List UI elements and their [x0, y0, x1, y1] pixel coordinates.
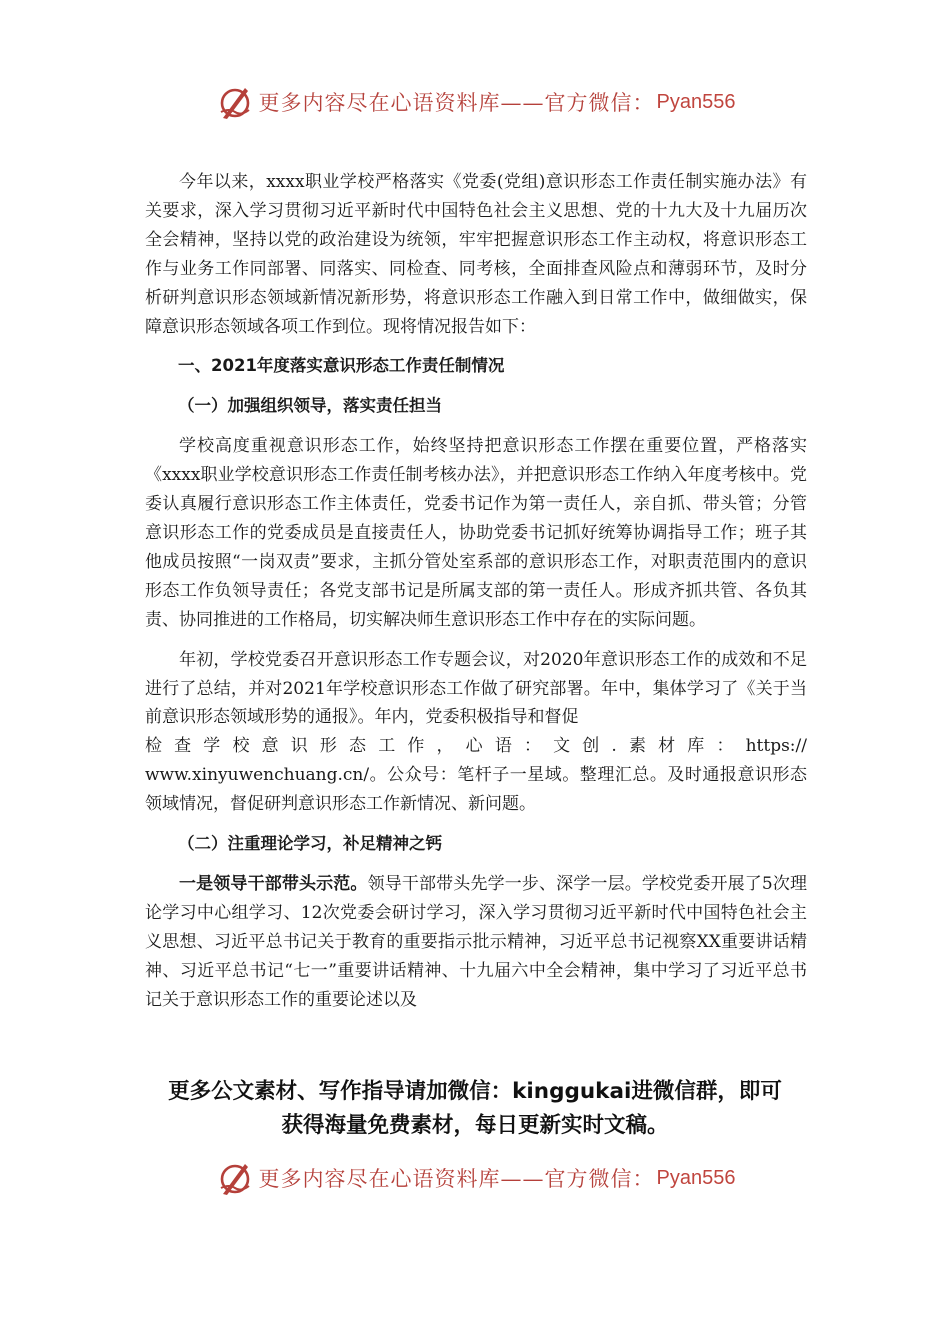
- intro-paragraph: 今年以来，xxxx职业学校严格落实《党委(党组)意识形态工作责任制实施办法》有关要求，深入学习贯彻习近平新时代中国特色社会主义思想、党的十九大及十九届历次全会精神，坚持以党的政治建设为统领，牢牢把握意识形态工作主动权，将意识形态工作与业务工作同部署、同落实、同检查、同考核，全面排查风险点和薄弱环节，及时分析研判意识形态领域新情况新形势，将意识形态工作融入到日常工作中，做细做实，保障意识形态领域各项工作到位。现将情况报告如下：: [145, 172, 807, 337]
- quill-pen-logo-icon: [215, 1158, 255, 1198]
- promo-line-2: 获得海量免费素材，每日更新实时文稿。: [281, 1113, 669, 1138]
- paragraph-lead-phrase: 一是领导干部带头示范。: [179, 873, 368, 894]
- header-banner-text: 更多内容尽在心语资料库——官方微信：: [258, 91, 655, 115]
- footer-banner-text: 更多内容尽在心语资料库——官方微信：: [258, 1167, 655, 1191]
- paragraph-annual-work-spread-line: 检查学校意识形态工作，心语：文创.素材库：https://: [145, 736, 807, 757]
- section-heading-1: 一、2021年度落实意识形态工作责任制情况: [178, 356, 505, 376]
- paragraph-leaders-example: [145, 870, 807, 1015]
- paragraph-annual-work: [145, 646, 807, 819]
- quill-pen-logo-icon: [215, 82, 255, 122]
- paragraph-annual-work-part1: 年初，学校党委召开意识形态工作专题会议，对2020年意识形态工作的成效和不足进行了总结，并对2021年学校意识形态工作做了研究部署。年中，集体学习了《关于当前意识形态领域形势的通报》。年内，党委积极指导和督促: [145, 649, 807, 728]
- promo-notice: [0, 1075, 950, 1143]
- subsection-heading-1-1: （一）加强组织领导，落实责任担当: [178, 396, 442, 416]
- header-wechat-id: Pyan556: [656, 90, 736, 113]
- footer-banner: [0, 1156, 950, 1200]
- header-banner: [0, 80, 950, 124]
- footer-wechat-id: Pyan556: [656, 1166, 736, 1189]
- document-body: [145, 168, 807, 1014]
- paragraph-responsibility: 学校高度重视意识形态工作，始终坚持把意识形态工作摆在重要位置，严格落实《xxxx职业学校意识形态工作责任制考核办法》，并把意识形态工作纳入年度考核中。党委认真履行意识形态工作主体责任，党委书记作为第一责任人，亲自抓、带头管；分管意识形态工作的党委成员是直接责任人，协助党委书记抓好统筹协调指导工作；班子其他成员按照“一岗双责”要求，主抓分管处室系部的意识形态工作，对职责范围内的意识形态工作负领导责任；各党支部书记是所属支部的第一责任人。形成齐抓共管、各负其责、协同推进的工作格局，切实解决师生意识形态工作中存在的实际问题。: [145, 436, 807, 630]
- subsection-heading-1-2: （二）注重理论学习，补足精神之钙: [178, 834, 442, 854]
- paragraph-leaders-text: 领导干部带头先学一步、深学一层。学校党委开展了5次理论学习中心组学习、12次党委会研讨学习，深入学习贯彻习近平新时代中国特色社会主义思想、习近平总书记关于教育的重要指示批示精神，习近平总书记视察XX重要讲话精神、习近平总书记“七一”重要讲话精神、十九届六中全会精神，集中学习了习近平总书记关于意识形态工作的重要论述以及: [145, 873, 808, 1010]
- paragraph-annual-work-part2: www.xinyuwenchuang.cn/。公众号：笔杆子一星域。整理汇总。及时通报意识形态领域情况，督促研判意识形态工作新情况、新问题。: [145, 765, 807, 815]
- promo-line-1: 更多公文素材、写作指导请加微信：kinggukai进微信群，即可: [168, 1079, 782, 1104]
